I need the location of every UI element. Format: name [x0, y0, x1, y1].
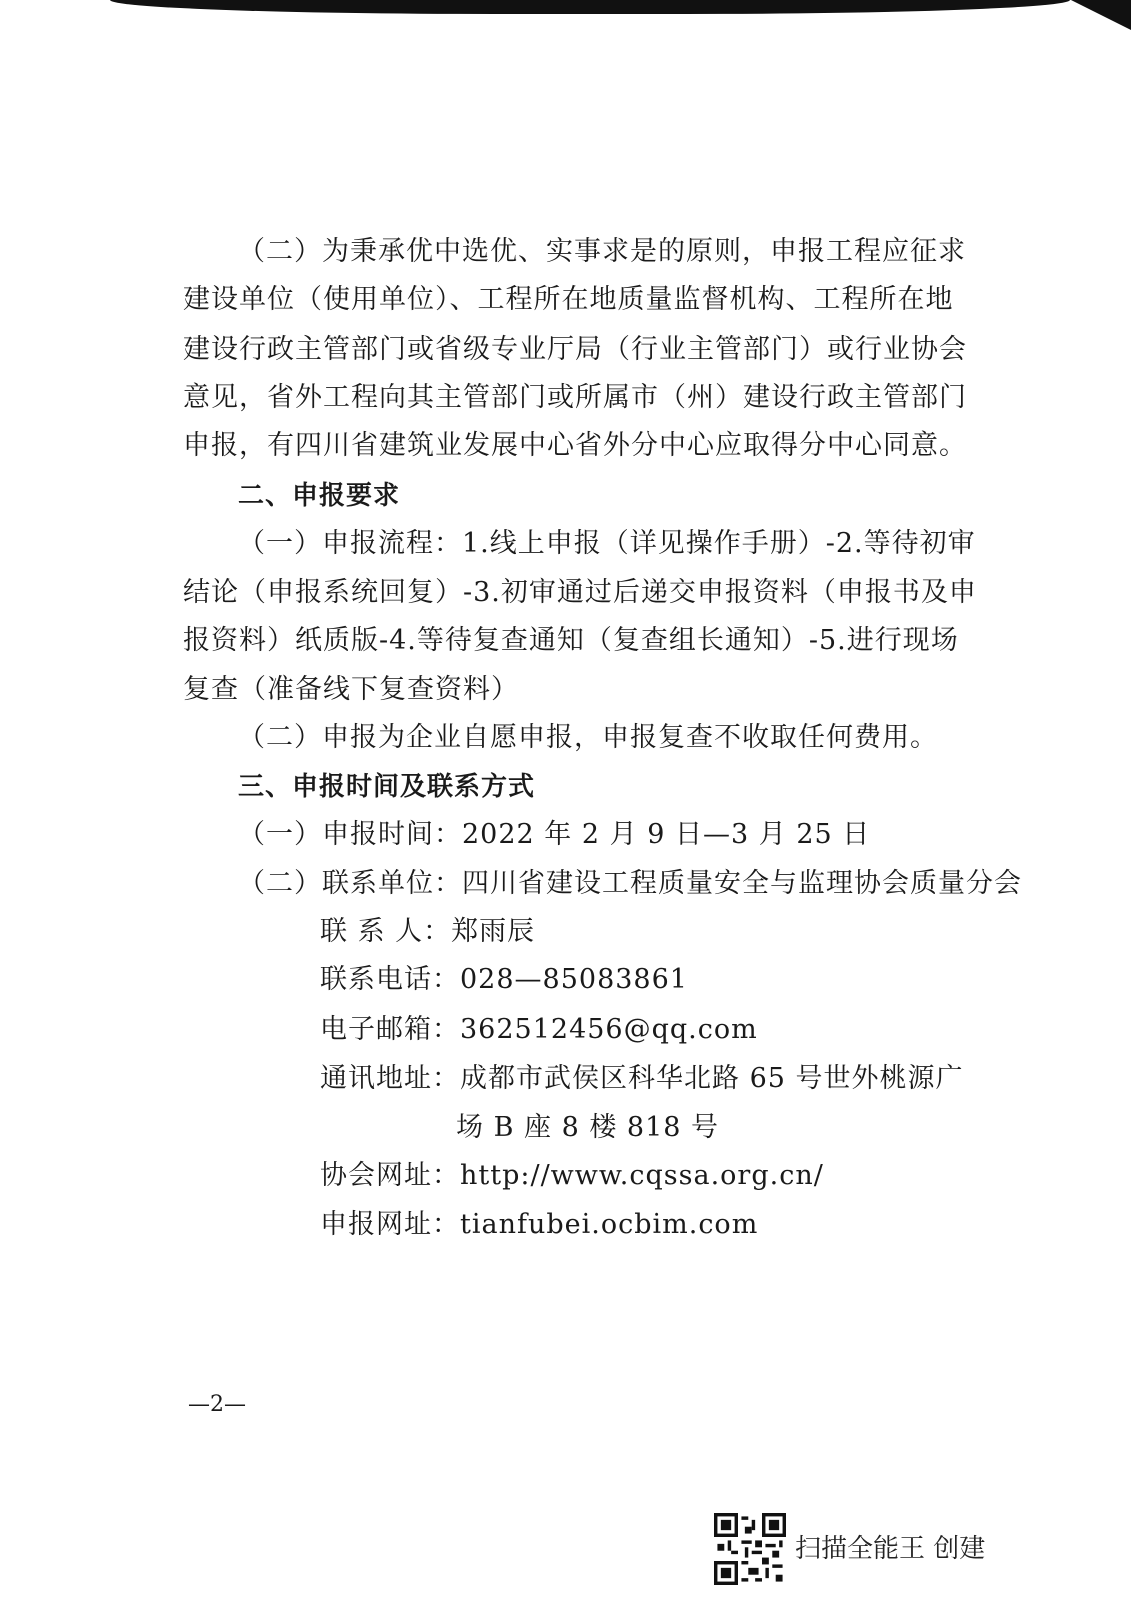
association-website: 协会网址：http://www.cqssa.org.cn/: [320, 1160, 824, 1191]
para-line: 申报，有四川省建筑业发展中心省外分中心应取得分中心同意。: [183, 430, 967, 461]
para-line: 建设行政主管部门或省级专业厅局（行业主管部门）或行业协会: [183, 334, 967, 365]
para-line: （一）申报流程：1.线上申报（详见操作手册）-2.等待初审: [238, 528, 976, 559]
para-line: 建设单位（使用单位）、工程所在地质量监督机构、工程所在地: [183, 284, 954, 315]
para-line: （二）申报为企业自愿申报，申报复查不收取任何费用。: [238, 722, 938, 753]
section-heading: 三、申报时间及联系方式: [238, 772, 536, 802]
para-line: 复查（准备线下复查资料）: [183, 674, 519, 705]
contact-phone: 联系电话：028—85083861: [320, 964, 688, 995]
contact-person: 联 系 人：郑雨辰: [320, 916, 536, 947]
para-line: 报资料）纸质版-4.等待复查通知（复查组长通知）-5.进行现场: [183, 625, 959, 656]
contact-address-cont: 场 B 座 8 楼 818 号: [456, 1112, 720, 1143]
contact-address: 通讯地址：成都市武侯区科华北路 65 号世外桃源广: [320, 1063, 964, 1094]
contact-email: 电子邮箱：362512456@qq.com: [320, 1014, 758, 1045]
qr-code-icon: [714, 1513, 786, 1585]
apply-website: 申报网址：tianfubei.ocbim.com: [320, 1209, 759, 1240]
para-line: （二）为秉承优中选优、实事求是的原则，申报工程应征求: [238, 236, 966, 267]
apply-time: （一）申报时间：2022 年 2 月 9 日—3 月 25 日: [238, 819, 871, 850]
scanner-watermark: 扫描全能王 创建: [795, 1534, 986, 1564]
page-number: —2—: [188, 1392, 246, 1417]
section-heading: 二、申报要求: [238, 481, 401, 511]
contact-org: （二）联系单位：四川省建设工程质量安全与监理协会质量分会: [238, 868, 1022, 899]
para-line: 结论（申报系统回复）-3.初审通过后递交申报资料（申报书及申: [183, 577, 977, 608]
para-line: 意见，省外工程向其主管部门或所属市（州）建设行政主管部门: [183, 382, 967, 413]
